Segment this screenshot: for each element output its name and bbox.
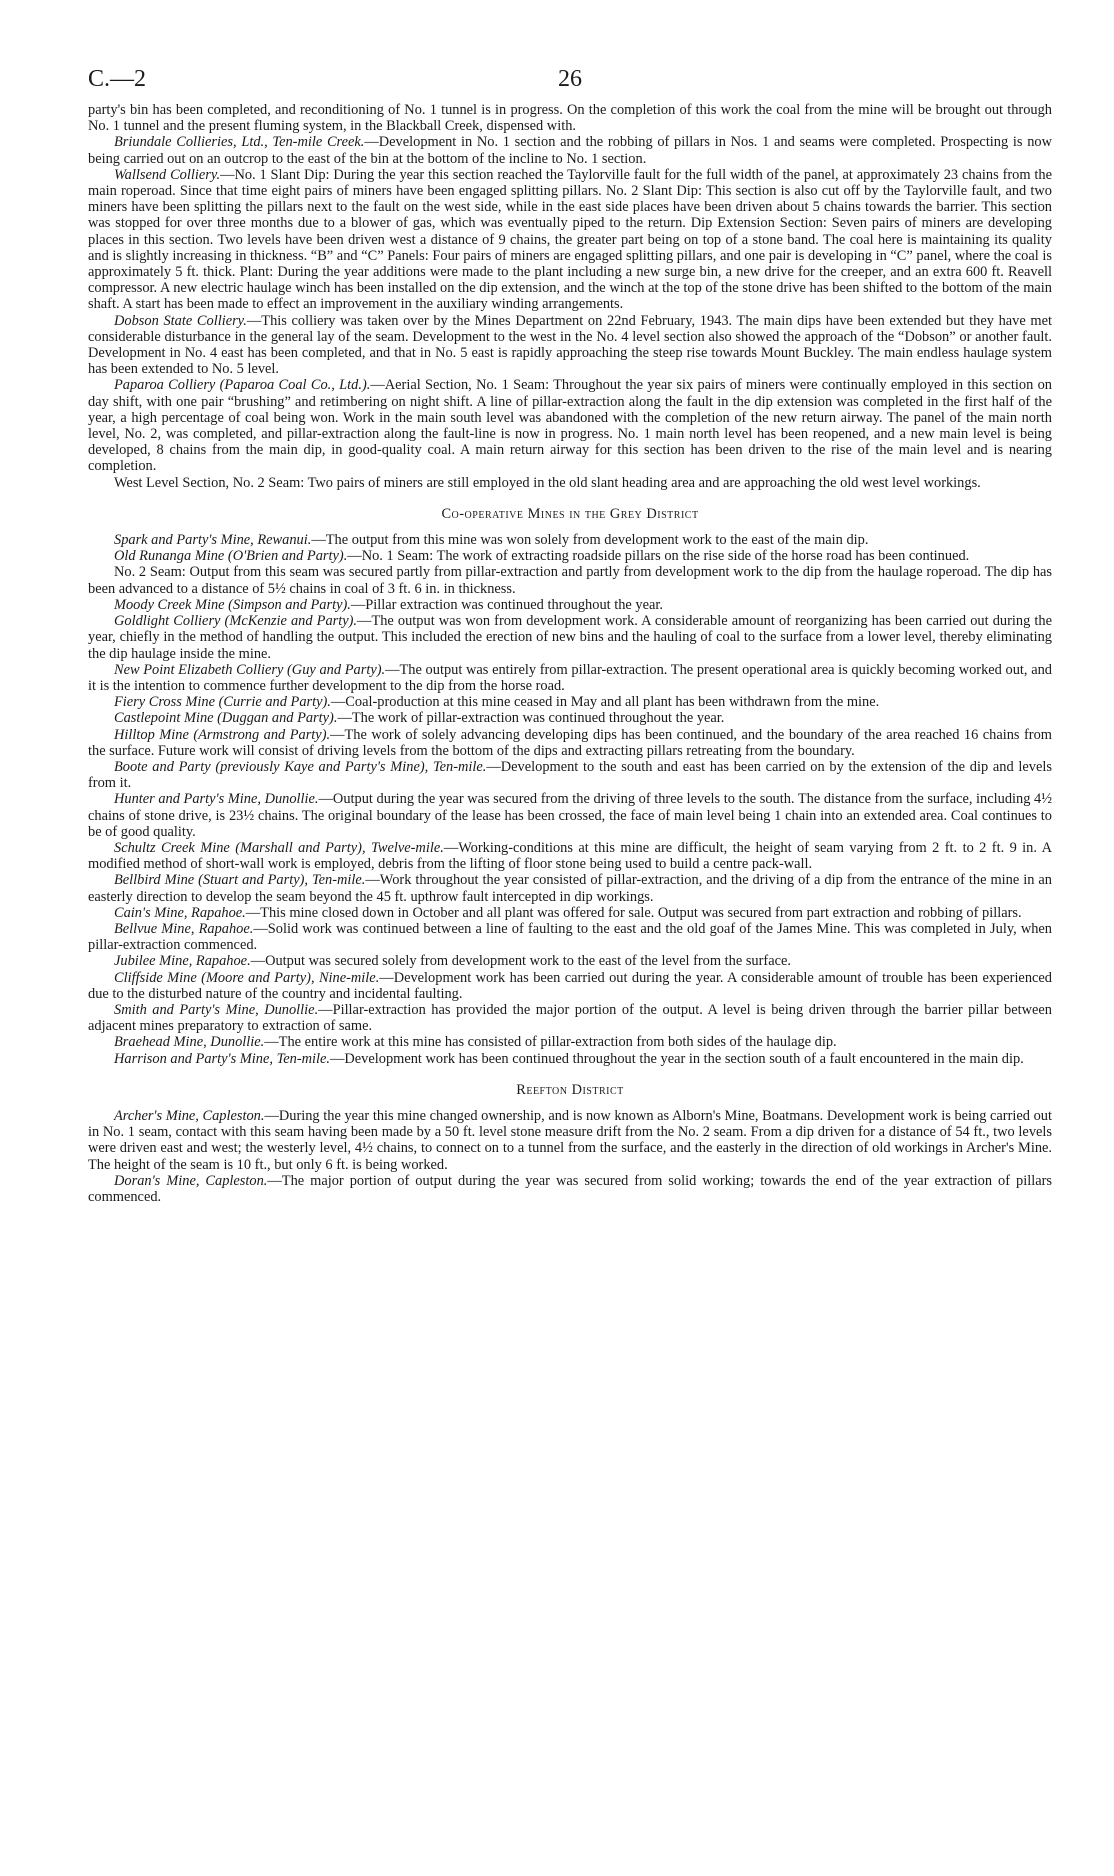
paragraph-text: —The entire work at this mine has consisted of pillar-extraction from both sides of the haulage dip. <box>264 1034 837 1051</box>
page-number: 26 <box>558 66 582 92</box>
paragraph-lead: Fiery Cross Mine (Currie and Party). <box>114 694 331 711</box>
paragraph-lead: Bellbird Mine (Stuart and Party), Ten-mile. <box>114 872 366 889</box>
paragraph-text: —Development work has been continued throughout the year in the section south of a fault encountered in the main dip. <box>330 1050 1024 1067</box>
paragraph-lead: Jubilee Mine, Rapahoe. <box>114 953 251 970</box>
paragraph <box>88 953 1052 969</box>
section-reefton-district <box>88 1108 1052 1205</box>
paragraph-text: —Solid work was continued between a line of faulting to the east and the old goaf of the James Mine. This was completed in July, when pillar-extraction commenced. <box>88 920 1052 954</box>
paragraph <box>88 167 1052 313</box>
paragraph <box>88 710 1052 726</box>
paragraph-text: party's bin has been completed, and reconditioning of No. 1 tunnel is in progress. On the completion of this work the coal from the mine will be brought out through No. 1 tunnel and the present fluming system, in the Blackball Creek, dispensed with. <box>88 102 1052 135</box>
paragraph-lead: Castlepoint Mine (Duggan and Party). <box>114 710 338 727</box>
paragraph-text: No. 2 Seam: Output from this seam was secured partly from pillar-extraction and partly from development work to the dip from the haulage roperoad. The dip has been advanced to a distance of 5½ chains in coal of 3 ft. 6 in. in thickness. <box>88 564 1052 597</box>
paragraph <box>88 759 1052 791</box>
paragraph <box>88 727 1052 759</box>
paragraph-lead: Cain's Mine, Rapahoe. <box>114 904 246 921</box>
paragraph <box>88 313 1052 378</box>
paragraph-text: —The output was won from development work. A considerable amount of reorganizing has been carried out during the year, chiefly in the method of handling the output. This included the erection of new bins and the hauling of coal to the surface from a lower level, thereby eliminating the dip haulage inside the mine. <box>88 613 1052 662</box>
paragraph-lead: Schultz Creek Mine (Marshall and Party), Twelve-mile. <box>114 839 444 856</box>
paragraph <box>88 597 1052 613</box>
paragraph-lead: Dobson State Colliery. <box>114 312 247 329</box>
paragraph <box>88 475 1052 491</box>
paragraph <box>88 791 1052 840</box>
paragraph-lead: Cliffside Mine (Moore and Party), Nine-mile. <box>114 969 380 986</box>
paragraph-text: —The output from this mine was won solely from development work to the east of the main dip. <box>311 532 869 549</box>
paragraph-lead: Archer's Mine, Capleston. <box>114 1107 265 1124</box>
paragraph-lead: Boote and Party (previously Kaye and Party's Mine), Ten-mile. <box>114 758 487 775</box>
paragraph-lead: Goldlight Colliery (McKenzie and Party). <box>114 613 358 630</box>
paragraph-lead: Braehead Mine, Dunollie. <box>114 1034 265 1051</box>
paragraph-text: —Output during the year was secured from the driving of three levels to the south. The distance from the surface, including 4½ chains of stone drive, is 23½ chains. The original boundary of the lease has been crossed, the face of main level being 1 chain into an extended area. Coal continues to be of good quality. <box>88 791 1052 840</box>
section-grey-district <box>88 532 1052 1067</box>
paragraph-lead: Harrison and Party's Mine, Ten-mile. <box>114 1050 330 1067</box>
paragraph-text: —Development in No. 1 section and the robbing of pillars in Nos. 1 and seams were completed. Prospecting is now being carried out on an outcrop to the east of the bin at the bottom of the incline to No. 1 section. <box>88 134 1052 167</box>
paragraph <box>88 921 1052 953</box>
paragraph-text: —No. 1 Slant Dip: During the year this section reached the Taylorville fault for the full width of the panel, at approximately 23 chains from the main roperoad. Since that time eight pairs of miners have been engaged splitting pillars. No. 2 Slant Dip: This section is also cut off by the Taylorville fault, and two miners have been splitting the pillars next to the fault on the west side, while in the east side places have been driven about 5 chains towards the barrier. This section was stopped for over three months due to a blower of gas, which was eventually piped to the return. Dip Extension Section: Seven pairs of miners are developing places in this section. Two levels have been driven west a distance of 9 chains, the greater part being on top of a stone band. The coal here is maintaining its quality and is slightly increasing in thickness. “B” and “C” Panels: Four pairs of miners are engaged splitting pillars, and one pair is developing in “C” panel, where the coal is approximately 5 ft. thick. Plant: During the year additions were made to the plant including a new surge bin, a new drive for the creeper, and an extra 600 ft. Reavell compressor. A new electric haulage winch has been installed on the dip extension, and the winch at the top of the stone drive has been shifted to the bottom of the main shaft. A start has been made to effect an improvement in the auxiliary winding arrangements. <box>88 166 1052 313</box>
paragraph-text: —The output was entirely from pillar-extraction. The present operational area is quickly becoming worked out, and it is the intention to commence further development to the dip from the horse road. <box>88 661 1052 694</box>
paragraph-text: —Working-conditions at this mine are difficult, the height of seam varying from 2 ft. to 2 ft. 9 in. A modified method of short-wall work is employed, debris from the lifting of floor stone being used to build a centre pack-wall. <box>88 839 1052 873</box>
paragraph-lead: Moody Creek Mine (Simpson and Party). <box>114 596 351 613</box>
paragraph-lead: New Point Elizabeth Colliery (Guy and Party). <box>114 661 386 678</box>
paragraph-lead: Briundale Collieries, Ltd., Ten-mile Creek. <box>114 134 365 151</box>
paragraph-text: —Pillar extraction was continued throughout the year. <box>350 596 663 613</box>
paragraph <box>88 102 1052 134</box>
paragraph <box>88 970 1052 1002</box>
heading-reefton-district: Reefton District <box>516 1081 624 1098</box>
heading-grey-district: Co-operative Mines in the Grey District <box>441 505 699 522</box>
document-body <box>88 102 1052 1205</box>
paragraph-text: —During the year this mine changed ownership, and is now known as Alborn's Mine, Boatmans. Development work is being carried out in No. 1 seam, contact with this seam having been made by a 50 ft. level stone measure drift from the No. 2 seam. From a dip driven for a distance of 54 ft., two levels were driven east and west; the westerly level, 4½ chains, to connect on to a tunnel from the surface, and the easterly in the direction of old workings in Archer's Mine. The height of the seam is 10 ft., but only 6 ft. is being worked. <box>88 1107 1052 1173</box>
paragraph <box>88 840 1052 872</box>
paragraph <box>88 662 1052 694</box>
paragraph-lead: Doran's Mine, Capleston. <box>114 1172 268 1189</box>
paragraph <box>88 1173 1052 1205</box>
paragraph-lead: Smith and Party's Mine, Dunollie. <box>114 1001 319 1018</box>
paragraph-text: —Aerial Section, No. 1 Seam: Throughout the year six pairs of miners were continually employed in this section on day shift, with one pair “brushing” and retimbering on night shift. A line of pillar-extraction along the fault in the dip extension was completed in the first half of the year, a high percentage of coal being won. Work in the main south level was abandoned with the completion of the new return airway. The panel of the main north level, No. 2, was completed, and pillar-extraction along the fault-line is now in progress. No. 1 main north level has been reopened, and a new main level is being developed, 8 chains from the main dip, in good-quality coal. A main return airway for this section has been driven to the rise of the main level and is nearing completion. <box>88 377 1052 475</box>
paragraph <box>88 1108 1052 1173</box>
page-header <box>88 66 1052 102</box>
paragraph-text: —This mine closed down in October and all plant was offered for sale. Output was secured from part extraction and robbing of pillars. <box>245 904 1022 921</box>
paragraph <box>88 134 1052 166</box>
paragraph <box>88 532 1052 548</box>
paragraph-text: —Pillar-extraction has provided the major portion of the output. A level is being driven through the barrier pillar between adjacent mines preparatory to extraction of same. <box>88 1001 1052 1035</box>
paragraph-lead: Wallsend Colliery. <box>114 166 221 183</box>
paragraph <box>88 872 1052 904</box>
paragraph-lead: Hilltop Mine (Armstrong and Party). <box>114 726 331 743</box>
paragraph-text: —Development to the south and east has been carried on by the extension of the dip and levels from it. <box>88 758 1052 792</box>
paragraph <box>88 548 1052 564</box>
paragraph-lead: Spark and Party's Mine, Rewanui. <box>114 532 312 549</box>
paragraph-text: —Work throughout the year consisted of pillar-extraction, and the driving of a dip from the entrance of the mine in an easterly direction to develop the seam beyond the 45 ft. upthrow fault intercepted in dip workings. <box>88 872 1052 905</box>
paragraph-text: —This colliery was taken over by the Mines Department on 22nd February, 1943. The main dips have been extended but they have met considerable disturbance in the general lay of the seam. Development to the west in the No. 4 level section also showed the approach of the “Dobson” or another fault. Development in No. 4 east has been completed, and that in No. 5 east is rapidly approaching the steep rise towards Mount Buckley. The main endless haulage system has been extended to No. 5 level. <box>88 312 1053 378</box>
paragraph <box>88 1051 1052 1067</box>
section-state-mines <box>88 102 1052 491</box>
paragraph-text: —Development work has been carried out during the year. A considerable amount of trouble has been experienced due to the disturbed nature of the country and incidental faulting. <box>88 969 1052 1002</box>
paragraph-lead: Paparoa Colliery (Paparoa Coal Co., Ltd.). <box>114 377 371 394</box>
paragraph <box>88 613 1052 662</box>
paragraph <box>88 1002 1052 1034</box>
paragraph <box>88 564 1052 596</box>
paragraph-text: —The work of solely advancing developing dips has been continued, and the boundary of the area reached 16 chains from the surface. Future work will consist of driving levels from the bottom of the dips and extracting pillars retreating from the boundary. <box>88 726 1052 759</box>
paragraph-text: West Level Section, No. 2 Seam: Two pairs of miners are still employed in the old slant heading area and are approaching the old west level workings. <box>114 474 981 491</box>
paragraph-text: —The work of pillar-extraction was continued throughout the year. <box>337 710 725 727</box>
paragraph-text: —No. 1 Seam: The work of extracting roadside pillars on the rise side of the horse road has been continued. <box>347 548 970 565</box>
paragraph <box>88 905 1052 921</box>
paragraph <box>88 377 1052 474</box>
paragraph-text: —Coal-production at this mine ceased in May and all plant has been withdrawn from the mine. <box>330 694 880 711</box>
document-code: C.—2 <box>88 66 147 92</box>
paragraph-lead: Bellvue Mine, Rapahoe. <box>114 920 254 937</box>
paragraph <box>88 694 1052 710</box>
paragraph <box>88 1034 1052 1050</box>
paragraph-text: —The major portion of output during the year was secured from solid working; towards the end of the year extraction of pillars commenced. <box>88 1172 1052 1205</box>
paragraph-lead: Old Runanga Mine (O'Brien and Party). <box>114 548 348 565</box>
paragraph-lead: Hunter and Party's Mine, Dunollie. <box>114 791 319 808</box>
paragraph-text: —Output was secured solely from development work to the east of the level from the surface. <box>250 953 791 970</box>
